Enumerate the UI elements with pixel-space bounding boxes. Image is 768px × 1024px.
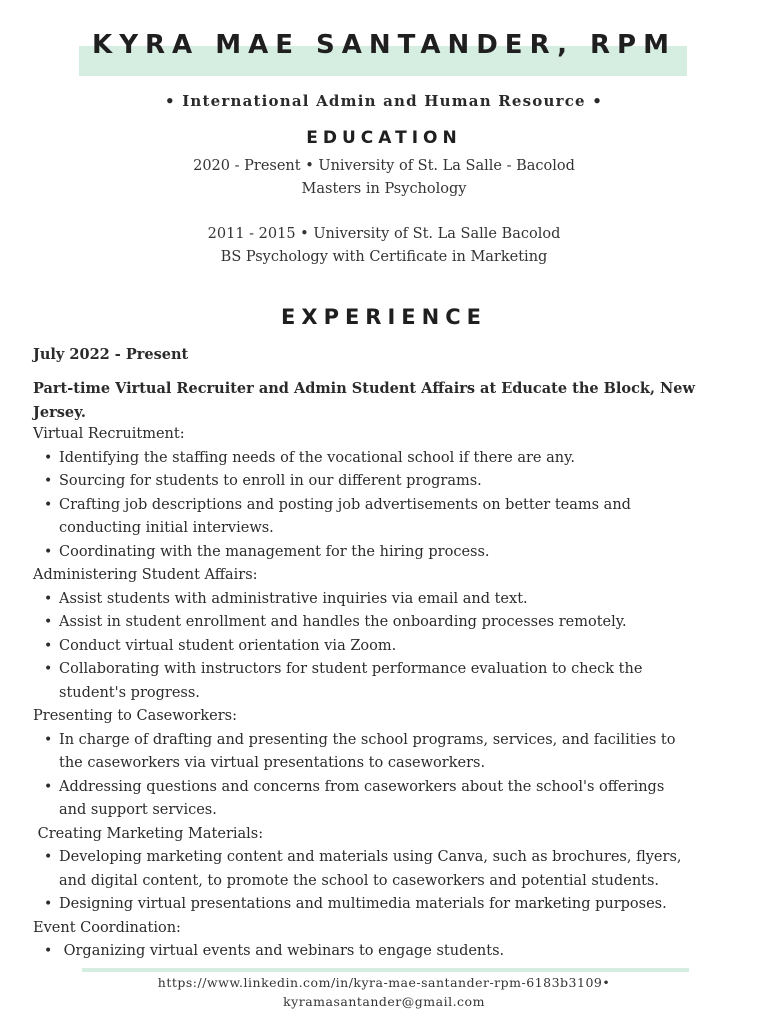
bullet-text-line: conducting initial interviews. xyxy=(59,520,274,536)
bullet-text-line: Assist in student enrollment and handles the onboarding processes remotely. xyxy=(59,614,627,630)
section-label: Creating Marketing Materials: xyxy=(33,825,264,842)
bullet-text-line: Assist students with administrative inquiries via email and text. xyxy=(59,590,528,607)
bullet-list xyxy=(33,729,743,823)
bullet-item xyxy=(33,541,743,565)
bullet-item xyxy=(33,846,743,893)
section-label: Administering Student Affairs: xyxy=(33,567,258,583)
bullet-text-line: Collaborating with instructors for student performance evaluation to check the xyxy=(59,661,643,677)
bullet-icon: • xyxy=(44,614,53,630)
experience-heading: EXPERIENCE xyxy=(281,305,487,329)
bullet-text-line: Identifying the staffing needs of the vocational school if there are any. xyxy=(59,449,575,466)
education-entry-2-line1: 2011 - 2015 • University of St. La Salle Bacolod xyxy=(207,226,561,242)
bullet-list xyxy=(33,588,743,706)
bullet-item xyxy=(33,447,743,471)
experience-title-line1: Part-time Virtual Recruiter and Admin Student Affairs at Educate the Block, New xyxy=(33,380,696,397)
bullet-item xyxy=(33,729,743,776)
section-label: Event Coordination: xyxy=(33,919,181,936)
bullet-icon: • xyxy=(44,849,53,865)
bullet-text-line: Addressing questions and concerns from caseworkers about the school's offerings xyxy=(59,778,665,795)
bullet-item xyxy=(33,611,743,635)
bullet-text-line: the caseworkers via virtual presentations to caseworkers. xyxy=(59,755,486,771)
education-heading: EDUCATION xyxy=(306,128,462,148)
footer-email: kyramasantander@gmail.com xyxy=(283,994,485,1009)
section-label: Presenting to Caseworkers: xyxy=(33,708,237,724)
bullet-text-line: and digital content, to promote the school to caseworkers and potential students. xyxy=(59,872,660,889)
bullet-icon: • xyxy=(44,496,53,513)
section-label: Virtual Recruitment: xyxy=(33,426,185,442)
bullet-text-line: and support services. xyxy=(59,802,217,818)
experience-date: July 2022 - Present xyxy=(33,346,189,363)
bullet-item xyxy=(33,635,743,659)
education-entry-1-line2: Masters in Psychology xyxy=(301,181,467,197)
experience-title-line2: Jersey. xyxy=(33,403,86,421)
bullet-list xyxy=(33,846,743,917)
bullet-icon: • xyxy=(44,590,53,607)
bullet-text-line: In charge of drafting and presenting the school programs, services, and facilities to xyxy=(59,731,676,748)
bullet-icon: • xyxy=(44,661,53,677)
bullet-text-line: Developing marketing content and materials using Canva, such as brochures, flyers, xyxy=(59,849,682,865)
experience-title xyxy=(33,377,743,424)
bullet-item xyxy=(33,893,743,917)
bullet-text-line: Designing virtual presentations and multimedia materials for marketing purposes. xyxy=(59,896,667,912)
bullet-item xyxy=(33,776,743,823)
bullet-text-line: Crafting job descriptions and posting job advertisements on better teams and xyxy=(59,496,631,513)
bullet-text-line: Coordinating with the management for the hiring process. xyxy=(59,543,490,560)
bullet-icon: • xyxy=(44,543,53,560)
bullet-icon: • xyxy=(44,896,53,912)
bullet-text-line: Sourcing for students to enroll in our different programs. xyxy=(59,473,482,489)
bullet-icon: • xyxy=(44,943,53,959)
bullet-text-line: student's progress. xyxy=(59,684,200,701)
bullet-list xyxy=(33,447,743,565)
education-entry-2-line2: BS Psychology with Certificate in Marketing xyxy=(220,249,548,265)
bullet-item xyxy=(33,658,743,705)
resume-tagline: • International Admin and Human Resource • xyxy=(164,92,604,110)
education-entry-1-line1: 2020 - Present • University of St. La Salle - Bacolod xyxy=(193,158,575,174)
footer-divider xyxy=(82,968,689,972)
resume-name: KYRA MAE SANTANDER, RPM xyxy=(92,30,676,60)
bullet-text-line: Conduct virtual student orientation via Zoom. xyxy=(59,637,397,654)
bullet-icon: • xyxy=(44,449,53,466)
bullet-item xyxy=(33,940,743,964)
footer-linkedin: https://www.linkedin.com/in/kyra-mae-santander-rpm-6183b3109• xyxy=(157,975,611,990)
bullet-icon: • xyxy=(44,731,53,748)
bullet-icon: • xyxy=(44,473,53,489)
experience-sections xyxy=(33,423,743,964)
bullet-text-line: Organizing virtual events and webinars to engage students. xyxy=(59,943,505,959)
bullet-icon: • xyxy=(44,637,53,654)
bullet-item xyxy=(33,470,743,494)
bullet-item xyxy=(33,494,743,541)
bullet-icon: • xyxy=(44,778,53,795)
bullet-list xyxy=(33,940,743,964)
bullet-item xyxy=(33,588,743,612)
